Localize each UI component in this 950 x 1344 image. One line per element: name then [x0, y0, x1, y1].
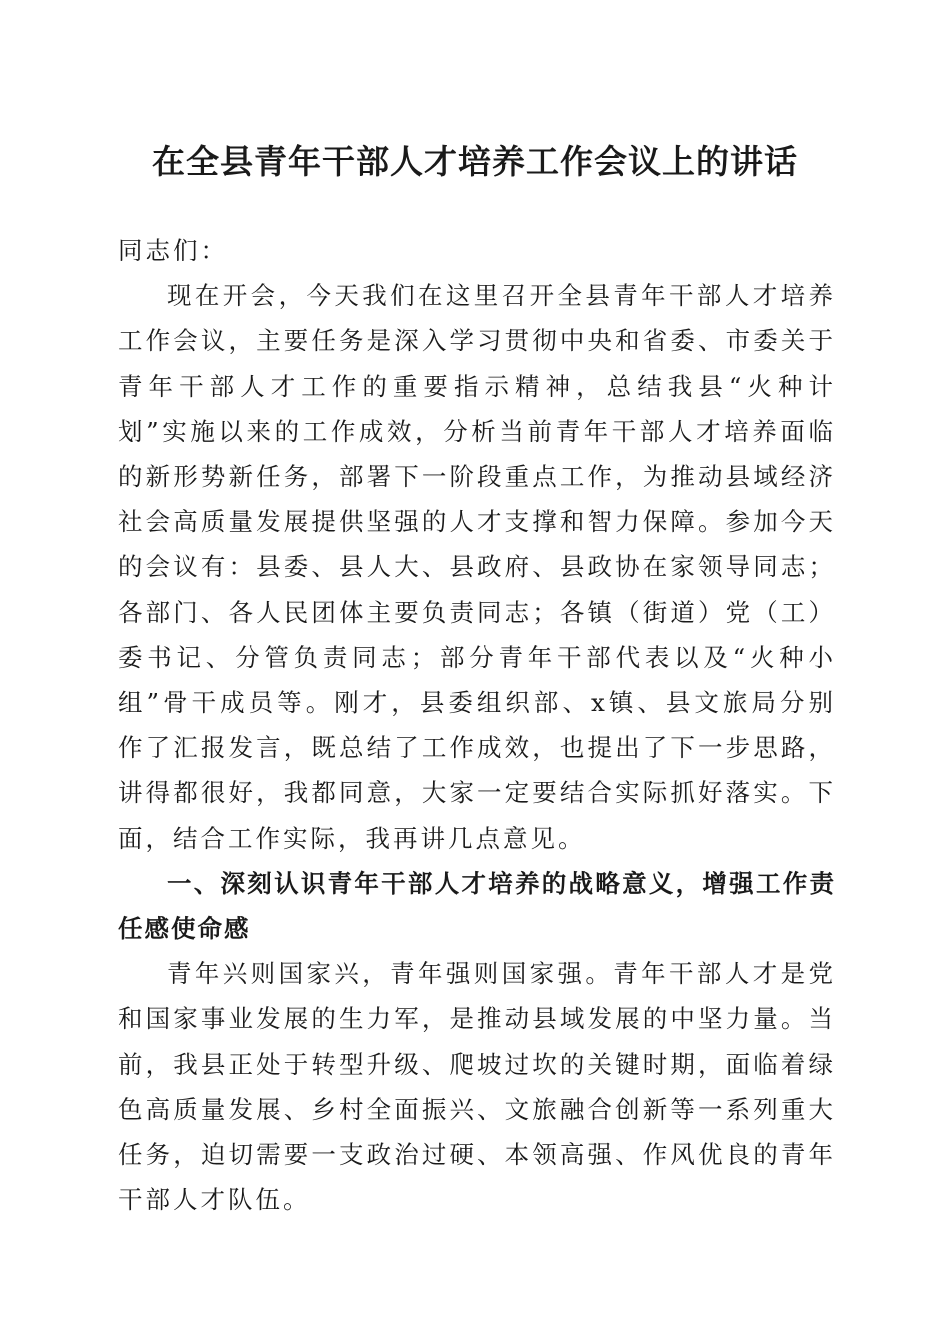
document-body	[118, 228, 836, 1222]
section-heading-1: 一、深刻认识青年干部人才培养的战略意义，增强工作责任感使命感	[118, 868, 836, 944]
salutation: 同志们：	[118, 236, 228, 265]
document-title: 在全县青年干部人才培养工作会议上的讲话	[152, 142, 798, 181]
opening-paragraph: 现在开会，今天我们在这里召开全县青年干部人才培养工作会议，主要任务是深入学习贯彻中央和省委、市委关于青年干部人才工作的重要指示精神，总结我县“火种计划”实施以来的工作成效，分析当前青年干部人才培养面临的新形势新任务，部署下一阶段重点工作，为推动县域经济社会高质量发展提供坚强的人才支撑和智力保障。参加今天的会议有：县委、县人大、县政府、县政协在家领导同志；各部门、各人民团体主要负责同志；各镇（街道）党（工）委书记、分管负责同志；部分青年干部代表以及“火种小组”骨干成员等。刚才，县委组织部、x镇、县文旅局分别作了汇报发言，既总结了工作成效，也提出了下一步思路，讲得都很好，我都同意，大家一定要结合实际抓好落实。下面，结合工作实际，我再讲几点意见。	[118, 281, 836, 853]
section-1-paragraph: 青年兴则国家兴，青年强则国家强。青年干部人才是党和国家事业发展的生力军，是推动县域发展的中坚力量。当前，我县正处于转型升级、爬坡过坎的关键时期，面临着绿色高质量发展、乡村全面振兴、文旅融合创新等一系列重大任务，迫切需要一支政治过硬、本领高强、作风优良的青年干部人才队伍。	[118, 959, 836, 1215]
